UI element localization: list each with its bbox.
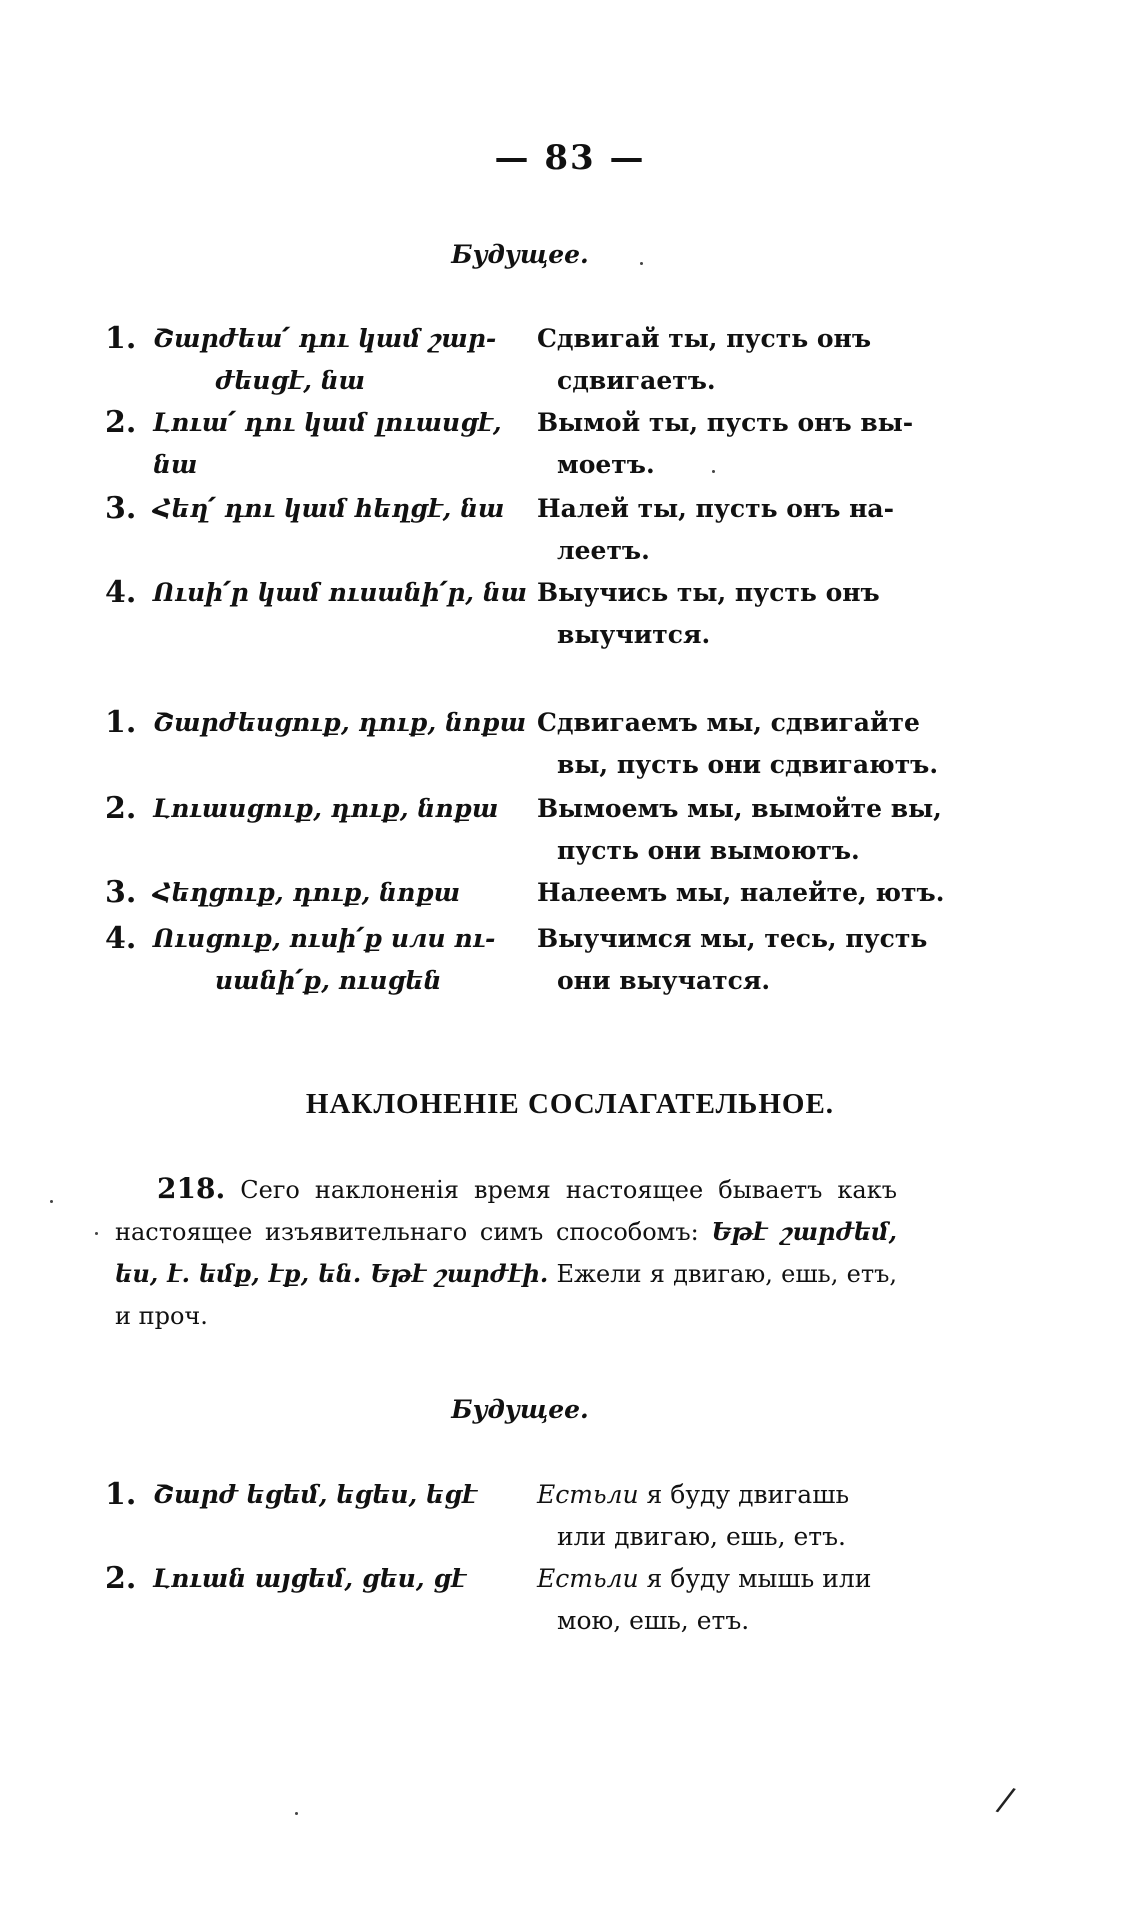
russian-translation: Естьли я буду двигашь или двигаю, ешь, етъ. bbox=[537, 1480, 850, 1551]
scan-speck bbox=[295, 1812, 298, 1815]
russian-translation: Выучись ты, пусть онъ выучится. bbox=[537, 578, 880, 649]
section-title: НАКЛОНЕНІЕ СОСЛАГАТЕЛЬНОЕ. bbox=[305, 1088, 835, 1120]
russian-translation: Вымой ты, пусть онъ вы- моетъ. bbox=[537, 408, 914, 479]
armenian-form: Շարժեա՛ դու կամ շար- ժեսցէ, նա bbox=[153, 324, 497, 395]
scan-speck bbox=[95, 1232, 98, 1235]
row-number: 1. bbox=[105, 321, 137, 356]
section-heading-future: Будущее. bbox=[451, 1395, 589, 1424]
armenian-form: Ուսցուք, ուսի՛ք или ու- սանի՛ք, ուսցեն bbox=[153, 924, 496, 995]
russian-translation: Вымоемъ мы, вымойте вы, пусть они вымоютъ. bbox=[537, 794, 942, 865]
russian-translation: Сдвигаемъ мы, сдвигайте вы, пусть они сдвигаютъ. bbox=[537, 708, 939, 779]
armenian-form: Լուասցուք, դուք, նոքա bbox=[153, 794, 499, 823]
row-number: 1. bbox=[105, 1477, 137, 1512]
armenian-form: Շարժեսցուք, դուք, նոքա bbox=[153, 708, 527, 737]
armenian-form: Լուա՛ դու կամ լուասցէ, նա bbox=[153, 408, 502, 479]
row-number: 3. bbox=[105, 491, 137, 526]
scan-speck bbox=[640, 262, 643, 265]
russian-translation: Налей ты, пусть онъ на- леетъ. bbox=[537, 494, 894, 565]
rule-paragraph bbox=[115, 1168, 897, 1337]
scan-speck bbox=[50, 1200, 53, 1203]
row-number: 4. bbox=[105, 921, 137, 956]
row-number: 4. bbox=[105, 575, 137, 610]
armenian-form: Հեղ՛ դու կամ հեղցէ, նա bbox=[153, 494, 505, 523]
armenian-example: Եթէ շարժեմ, ես, է. եմք, էք, են. Եթէ շարժէի. bbox=[115, 1217, 898, 1288]
russian-translation: Выучимся мы, тесь, пусть они выучатся. bbox=[537, 924, 928, 995]
armenian-form: Ուսի՛ր կամ ուսանի՛ր, նա bbox=[153, 578, 528, 607]
row-number: 2. bbox=[105, 1561, 137, 1596]
armenian-form: Հեղցուք, դուք, նոքա bbox=[153, 878, 461, 907]
paragraph-text-translation: Ежели я двигаю, ешь, етъ, и проч. bbox=[115, 1260, 897, 1330]
page-number: — 83 — bbox=[494, 138, 646, 178]
section-heading-future: Будущее. bbox=[451, 240, 589, 269]
row-number: 1. bbox=[105, 705, 137, 740]
paragraph-index: 218. bbox=[157, 1172, 226, 1205]
russian-translation: Естьли я буду мышь или мою, ешь, етъ. bbox=[537, 1564, 872, 1635]
armenian-form: Լուան այցեմ, ցես, ցէ bbox=[153, 1564, 467, 1593]
paragraph-text: Сего наклоненія время настоящее бываетъ какъ настоящее изъявительнаго симъ способомъ: bbox=[115, 1176, 897, 1246]
russian-translation: Сдвигай ты, пусть онъ сдвигаетъ. bbox=[537, 324, 872, 395]
russian-translation: Налеемъ мы, налейте, ютъ. bbox=[537, 878, 945, 907]
armenian-form: Շարժ եցեմ, եցես, եցէ bbox=[153, 1480, 477, 1509]
scan-mark: / bbox=[993, 1779, 1018, 1821]
row-number: 3. bbox=[105, 875, 137, 910]
scan-speck bbox=[712, 470, 715, 473]
row-number: 2. bbox=[105, 791, 137, 826]
row-number: 2. bbox=[105, 405, 137, 440]
